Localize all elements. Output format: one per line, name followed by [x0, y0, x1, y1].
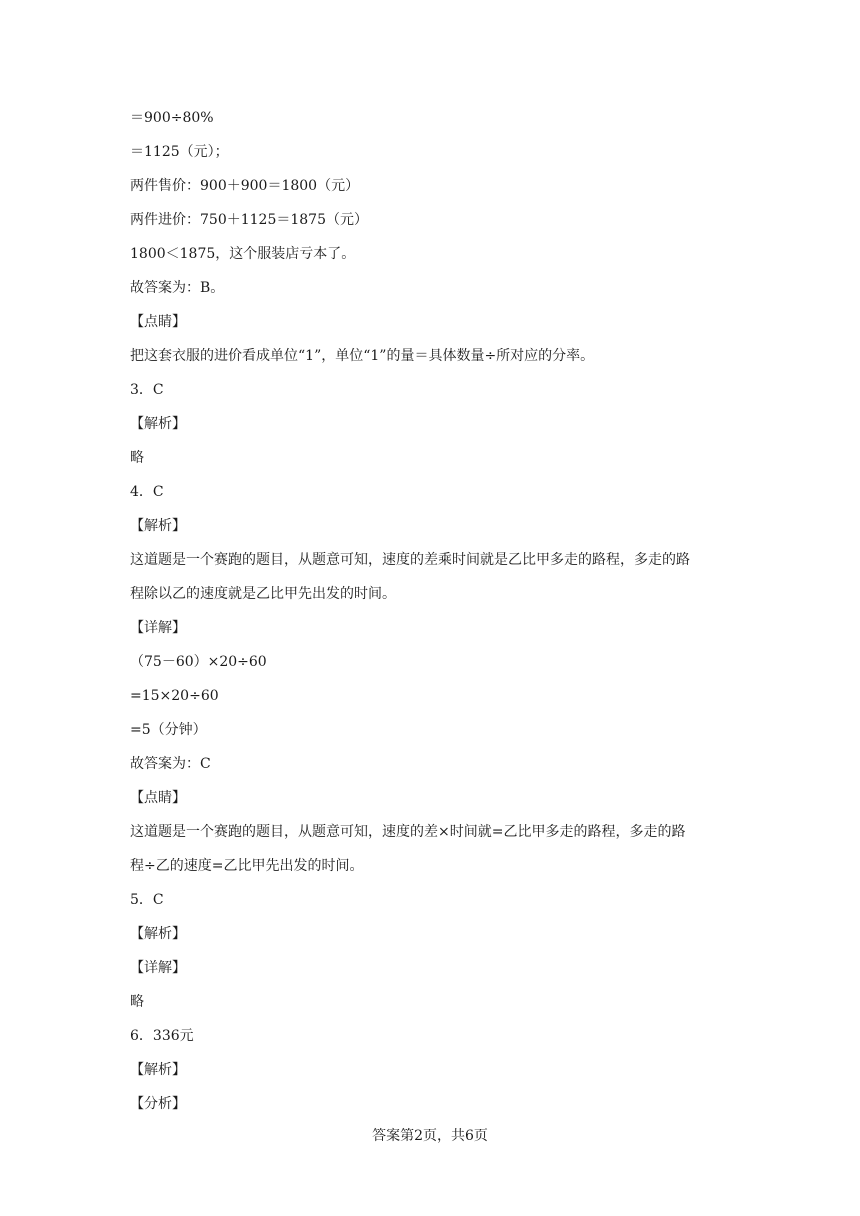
text-line: 程除以乙的速度就是乙比甲先出发的时间。	[130, 586, 396, 602]
question-number: 5．C	[130, 892, 164, 908]
equation-line: （75－60）×20÷60	[130, 654, 267, 670]
text-line: 略	[130, 450, 144, 466]
answer-line: 故答案为：B。	[130, 280, 225, 296]
answer-line: 故答案为：C	[130, 756, 211, 772]
section-heading: 【详解】	[130, 960, 186, 976]
section-heading: 【点睛】	[130, 314, 186, 330]
section-heading: 【解析】	[130, 1062, 186, 1078]
text-line: 这道题是一个赛跑的题目，从题意可知，速度的差×时间就=乙比甲多走的路程，多走的路	[130, 824, 686, 840]
section-heading: 【点睛】	[130, 790, 186, 806]
equation-line: =5（分钟）	[130, 722, 207, 738]
page-footer: 答案第2页，共6页	[372, 1128, 488, 1144]
section-heading: 【解析】	[130, 416, 186, 432]
text-line: 这道题是一个赛跑的题目，从题意可知，速度的差乘时间就是乙比甲多走的路程，多走的路	[130, 552, 690, 568]
text-line: 两件售价：900＋900＝1800（元）	[130, 178, 360, 194]
section-heading: 【分析】	[130, 1096, 186, 1112]
equation-line: =15×20÷60	[130, 688, 219, 704]
text-line: 两件进价：750＋1125＝1875（元）	[130, 212, 368, 228]
section-heading: 【解析】	[130, 926, 186, 942]
equation-line: ＝900÷80%	[130, 110, 214, 126]
section-heading: 【解析】	[130, 518, 186, 534]
text-line: 把这套衣服的进价看成单位“1”，单位“1”的量＝具体数量÷所对应的分率。	[130, 348, 595, 364]
equation-line: ＝1125（元）；	[130, 144, 229, 160]
text-line: 程÷乙的速度=乙比甲先出发的时间。	[130, 858, 364, 874]
text-line: 略	[130, 994, 144, 1010]
question-number: 4．C	[130, 484, 164, 500]
question-number: 3．C	[130, 382, 164, 398]
text-line: 1800＜1875，这个服装店亏本了。	[130, 246, 356, 262]
question-number: 6．336元	[130, 1028, 194, 1044]
section-heading: 【详解】	[130, 620, 186, 636]
